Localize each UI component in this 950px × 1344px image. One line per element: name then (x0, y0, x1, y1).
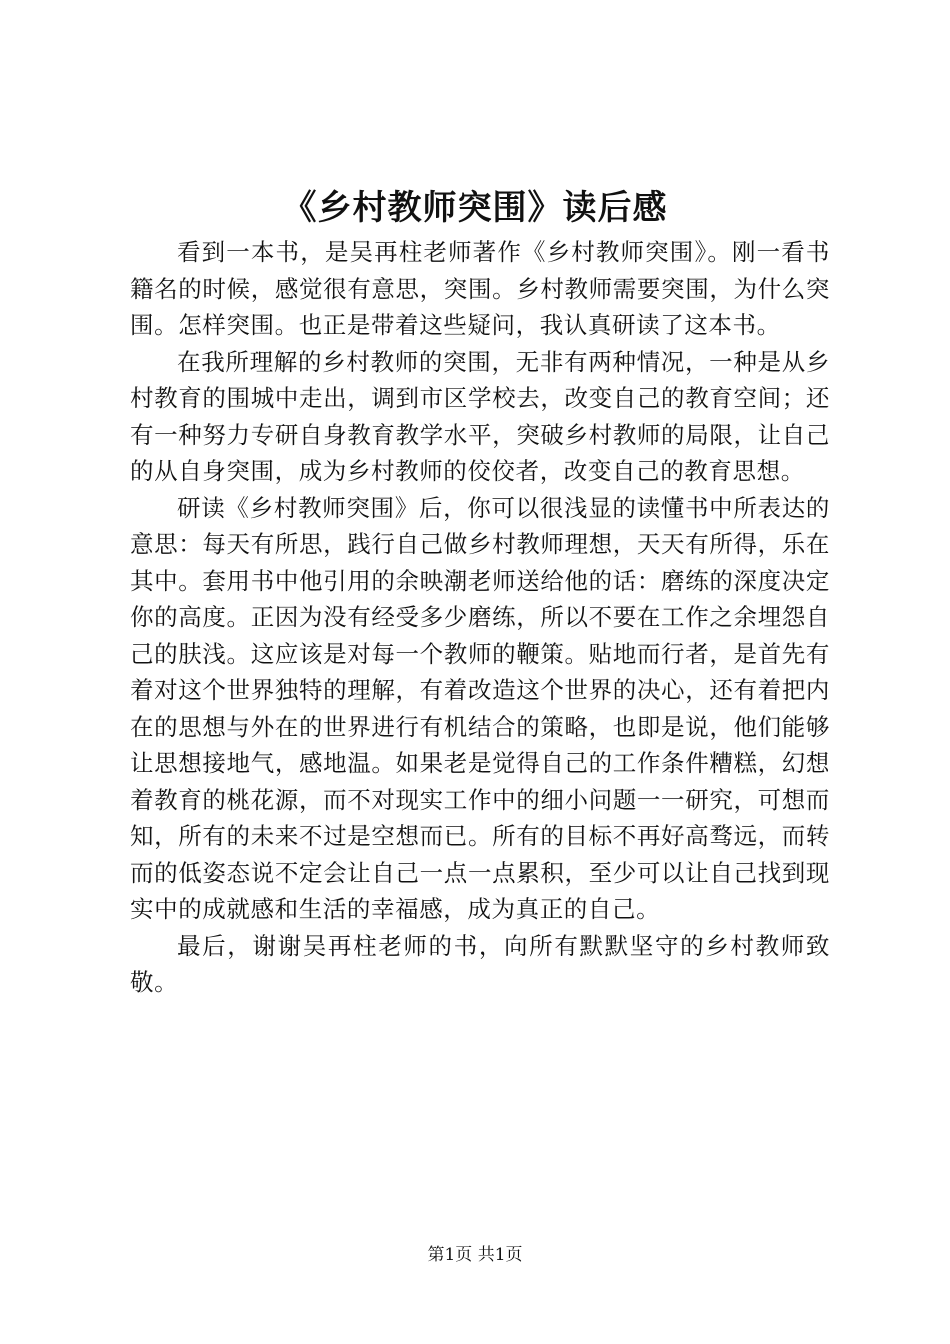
document-title: 《乡村教师突围》读后感 (282, 188, 668, 228)
paragraph-2: 在我所理解的乡村教师的突围，无非有两种情况，一种是从乡村教育的围城中走出，调到市区学校去，改变自己的教育空间；还有一种努力专研自身教育教学水平，突破乡村教师的局限，让自己的从自身突围，成为乡村教师的佼佼者，改变自己的教育思想。 (130, 347, 830, 485)
paragraph-4: 最后，谢谢吴再柱老师的书，向所有默默坚守的乡村教师致敬。 (130, 931, 830, 996)
page-footer: 第1页 共1页 (427, 1245, 523, 1265)
paragraph-3: 研读《乡村教师突围》后，你可以很浅显的读懂书中所表达的意思：每天有所思，践行自己做乡村教师理想，天天有所得，乐在其中。套用书中他引用的余映潮老师送给他的话：磨练的深度决定你的高度。正因为没有经受多少磨练，所以不要在工作之余埋怨自己的肤浅。这应该是对每一个教师的鞭策。贴地而行者，是首先有着对这个世界独特的理解，有着改造这个世界的决心，还有着把内在的思想与外在的世界进行有机结合的策略，也即是说，他们能够让思想接地气，感地温。如果老是觉得自己的工作条件糟糕，幻想着教育的桃花源，而不对现实工作中的细小问题一一研究，可想而知，所有的未来不过是空想而已。所有的目标不再好高骛远，而转而的低姿态说不定会让自己一点一点累积，至少可以让自己找到现实中的成就感和生活的幸福感，成为真正的自己。 (130, 493, 830, 923)
document-body (130, 234, 830, 1001)
paragraph-1: 看到一本书，是吴再柱老师著作《乡村教师突围》。刚一看书籍名的时候，感觉很有意思，突围。乡村教师需要突围，为什么突围。怎样突围。也正是带着这些疑问，我认真研读了这本书。 (130, 238, 830, 339)
